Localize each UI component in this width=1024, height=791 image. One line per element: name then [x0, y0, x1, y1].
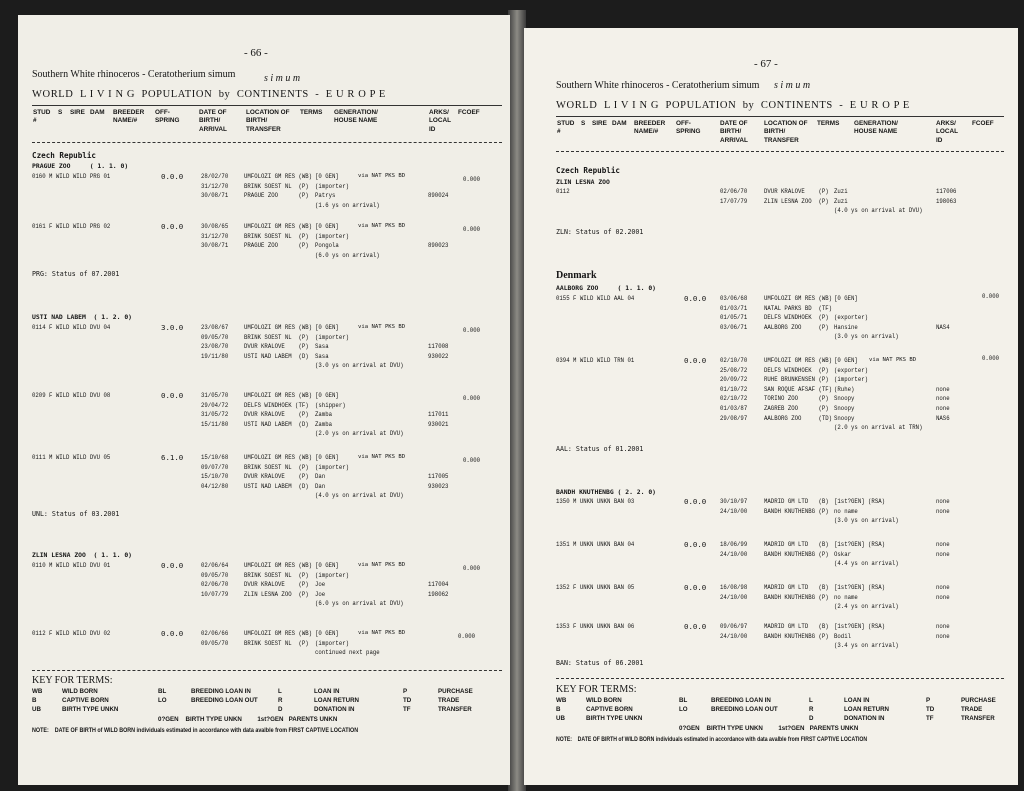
fcoef: 0.000 — [982, 293, 1000, 300]
locations: UMFOLOZI GM RES (WB) BRINK SOEST NL (P) DVUR KRALOVE (P) ZLIN LESNA ZOO (P) — [244, 562, 313, 598]
generation: [0 GEN] (importer) Sasa Sasa (3.0 ys on arrival at DVU) — [315, 324, 404, 370]
key-desc: PURCHASE TRADE TRANSFER — [438, 688, 473, 713]
key-codes: WB B UB — [32, 688, 43, 713]
left-page — [18, 15, 510, 785]
arks-id: 117005 930023 — [428, 473, 449, 490]
stud-id: 0160 M WILD WILD PRG 01 — [32, 173, 111, 180]
col-arks: ARKS/ LOCAL ID — [429, 109, 452, 133]
locations: MADRID GM LTD (B) BANDH KNUTHENBG (P) — [764, 498, 829, 515]
stud-id: 1352 F UNKN UNKN BAN 05 — [556, 584, 635, 591]
via-note: via NAT PKS BD — [358, 454, 406, 460]
page-number: - 66 - — [244, 47, 268, 59]
col-offspring: OFF- SPRING — [155, 109, 180, 125]
key-extra: 0?GEN BIRTH TYPE UNKN 1st?GEN PARENTS UNKN — [158, 716, 338, 723]
stud-id: 0161 F WILD WILD PRG 02 — [32, 223, 111, 230]
institution-name: ZLIN LESNA ZOO — [556, 178, 610, 186]
key-codes: BL LO — [158, 688, 167, 704]
key-codes: BL LO — [679, 697, 688, 713]
col-generation: GENERATION/ HOUSE NAME — [854, 120, 898, 136]
rule — [556, 116, 1004, 117]
arks-id: 117006 198063 — [936, 188, 957, 205]
offspring-count: 0.0.0 — [684, 294, 707, 303]
dates: 02/06/66 09/05/70 — [201, 630, 229, 647]
offspring-count: 6.1.0 — [161, 453, 184, 462]
key-codes: L R D — [278, 688, 283, 713]
generation: [0 GEN] (importer) Patrys (1.6 ys on arrival) — [315, 173, 380, 209]
fcoef: 0.000 — [463, 176, 481, 183]
dates: 23/08/67 09/05/70 23/08/70 19/11/80 — [201, 324, 229, 360]
right-page — [524, 28, 1018, 785]
stud-id: 0394 M WILD WILD TRN 01 — [556, 357, 635, 364]
dates: 28/02/70 31/12/70 30/08/71 — [201, 173, 229, 200]
col-arks: ARKS/ LOCAL ID — [936, 120, 959, 144]
generation: [0 GEN] (exporter) Hansine (3.0 ys on arrival) — [834, 295, 899, 341]
offspring-count: 0.0.0 — [161, 561, 184, 570]
rule — [32, 670, 502, 671]
rule — [556, 678, 1004, 679]
stud-id: 0114 F WILD WILD DVU 04 — [32, 324, 111, 331]
col-sex: S — [58, 109, 63, 116]
arks-id: 117004 198062 — [428, 581, 449, 598]
fcoef: 0.000 — [463, 395, 481, 402]
fcoef: 0.000 — [463, 457, 481, 464]
key-desc: PURCHASE TRADE TRANSFER — [961, 697, 996, 722]
offspring-count: 3.0.0 — [161, 323, 184, 332]
locations: UMFOLOZI GM RES (WB) BRINK SOEST NL (P) PRAGUE ZOO (P) — [244, 173, 313, 200]
status-line: UNL: Status of 03.2001 — [32, 510, 120, 518]
stud-id: 0112 — [556, 188, 570, 195]
arks-id: 117011 930021 — [428, 411, 449, 428]
stud-id: 0112 F WILD WILD DVU 02 — [32, 630, 111, 637]
offspring-count: 0.0.0 — [161, 391, 184, 400]
dates: 15/10/68 09/07/70 15/10/70 04/12/80 — [201, 454, 229, 490]
fcoef: 0.000 — [463, 226, 481, 233]
arks-id: none none — [936, 584, 950, 601]
dates: 09/06/97 24/10/00 — [720, 623, 748, 640]
locations: MADRID GM LTD (B) BANDH KNUTHENBG (P) — [764, 623, 829, 640]
generation: [1st?GEN] (RSA) no name (2.4 ys on arrival) — [834, 584, 899, 611]
offspring-count: 0.0.0 — [161, 172, 184, 181]
locations: UMFOLOZI GM RES (WB) BRINK SOEST NL (P) DVUR KRALOVE (P) USTI NAD LABEM (D) — [244, 324, 313, 360]
rule — [556, 151, 1004, 152]
rule — [32, 105, 502, 106]
generation: [1st?GEN] (RSA) no name (3.0 ys on arrival) — [834, 498, 899, 525]
col-dam: DAM — [612, 120, 627, 127]
institution-name: USTI NAD LABEM ( 1. 2. 0) — [32, 313, 133, 321]
country-name: Czech Republic — [32, 151, 97, 160]
dates: 16/08/98 24/10/00 — [720, 584, 748, 601]
country-name: Denmark — [556, 270, 597, 281]
species-title-tail: s i m u m — [774, 80, 811, 91]
species-title-tail: s i m u m — [264, 73, 301, 84]
col-breeder: BREEDER NAME/# — [113, 109, 145, 125]
col-location: LOCATION OF BIRTH/ TRANSFER — [764, 120, 808, 144]
dates: 30/10/97 24/10/00 — [720, 498, 748, 515]
fcoef: 0.000 — [463, 565, 481, 572]
key-desc: BREEDING LOAN IN BREEDING LOAN OUT — [711, 697, 778, 713]
species-title: Southern White rhinoceros - Ceratotherium simum — [556, 80, 760, 91]
status-line: AAL: Status of 01.2001 — [556, 445, 644, 453]
arks-id: none none none NAS6 — [936, 385, 950, 422]
generation: [0 GEN] (importer) Pongola (6.0 ys on arrival) — [315, 223, 380, 259]
key-desc: LOAN IN LOAN RETURN DONATION IN — [314, 688, 360, 713]
arks-id: 890024 — [428, 192, 449, 200]
world-title: WORLD L I V I N G POPULATION by CONTINENTS - E U R O P E — [32, 89, 386, 100]
offspring-count: 0.0.0 — [684, 622, 707, 631]
stud-id: 1353 F UNKN UNKN BAN 06 — [556, 623, 635, 630]
dates: 02/10/70 25/08/72 20/09/72 01/10/72 02/10/72 01/03/87 29/08/97 — [720, 357, 748, 422]
locations: UMFOLOZI GM RES (WB) BRINK SOEST NL (P) DVUR KRALOVE (P) USTI NAD LABEM (D) — [244, 454, 313, 490]
key-codes: P TD TF — [926, 697, 935, 722]
key-desc: LOAN IN LOAN RETURN DONATION IN — [844, 697, 890, 722]
via-note: via NAT PKS BD — [358, 630, 406, 636]
col-stud: STUD # — [33, 109, 51, 125]
arks-id: none none — [936, 623, 950, 640]
status-line: BAN: Status of 06.2001 — [556, 659, 644, 667]
locations: UMFOLOZI GM RES (WB) NATAL PARKS BD (TF) DELFS WINDHOEK (P) AALBORG ZOO (P) — [764, 295, 833, 331]
col-offspring: OFF- SPRING — [676, 120, 701, 136]
col-terms: TERMS — [817, 120, 840, 127]
stud-id: 0209 F WILD WILD DVU 08 — [32, 392, 111, 399]
institution-name: AALBORG ZOO ( 1. 1. 0) — [556, 284, 657, 292]
rule — [32, 142, 502, 143]
col-sire: SIRE — [592, 120, 607, 127]
key-desc: BREEDING LOAN IN BREEDING LOAN OUT — [191, 688, 258, 704]
key-title: KEY FOR TERMS: — [556, 684, 637, 695]
key-codes: WB B UB — [556, 697, 567, 722]
dates: 02/06/64 09/05/70 02/06/70 10/07/79 — [201, 562, 229, 598]
fcoef: 0.000 — [463, 327, 481, 334]
arks-id: none none — [936, 498, 950, 515]
status-line: PRG: Status of 07.2001 — [32, 270, 120, 278]
key-desc: WILD BORN CAPTIVE BORN BIRTH TYPE UNKN — [62, 688, 119, 713]
fcoef: 0.000 — [982, 355, 1000, 362]
locations: UMFOLOZI GM RES (WB) BRINK SOEST NL (P) PRAGUE ZOO (P) — [244, 223, 313, 250]
col-dam: DAM — [90, 109, 105, 116]
locations: MADRID GM LTD (B) BANDH KNUTHENBG (P) — [764, 541, 829, 558]
stud-id: 1351 M UNKN UNKN BAN 04 — [556, 541, 635, 548]
col-fcoef: FCOEF — [972, 120, 994, 127]
key-note: NOTE: DATE OF BIRTH of WILD BORN individuals estimated in accordance with data avalble from FIRST CAPTIVE LOCATION — [556, 736, 868, 743]
col-generation: GENERATION/ HOUSE NAME — [334, 109, 378, 125]
generation: [0 GEN] (shipper) Zamba Zamba (2.0 ys on arrival at DVU) — [315, 392, 404, 438]
col-fcoef: FCOEF — [458, 109, 480, 116]
key-title: KEY FOR TERMS: — [32, 675, 113, 686]
generation: [0 GEN] (importer) Dan Dan (4.0 ys on arrival at DVU) — [315, 454, 404, 500]
arks-id: 117008 930022 — [428, 343, 449, 360]
generation: [0 GEN] (importer) Joe Joe (6.0 ys on arrival at DVU) — [315, 562, 404, 608]
arks-id: NAS4 — [936, 323, 950, 331]
arks-id: 890023 — [428, 242, 449, 250]
key-codes: L R D — [809, 697, 814, 722]
dates: 02/06/70 17/07/79 — [720, 188, 748, 205]
col-date: DATE OF BIRTH/ ARRIVAL — [199, 109, 227, 133]
generation: Zuzi Zuzi (4.0 ys on arrival at DVU) — [834, 188, 923, 215]
via-note: via NAT PKS BD — [358, 173, 406, 179]
stud-id: 0155 F WILD WILD AAL 04 — [556, 295, 635, 302]
dates: 18/06/99 24/10/00 — [720, 541, 748, 558]
col-sex: S — [581, 120, 586, 127]
offspring-count: 0.0.0 — [684, 497, 707, 506]
page-number: - 67 - — [754, 58, 778, 70]
dates: 30/08/65 31/12/70 30/08/71 — [201, 223, 229, 250]
key-codes: P TD TF — [403, 688, 412, 713]
key-desc: WILD BORN CAPTIVE BORN BIRTH TYPE UNKN — [586, 697, 643, 722]
species-title: Southern White rhinoceros - Ceratotherium simum — [32, 69, 236, 80]
via-note: via NAT PKS BD — [358, 223, 406, 229]
col-sire: SIRE — [70, 109, 85, 116]
col-stud: STUD # — [557, 120, 575, 136]
country-name: Czech Republic — [556, 166, 621, 175]
locations: DVUR KRALOVE (P) ZLIN LESNA ZOO (P) — [764, 188, 829, 205]
col-breeder: BREEDER NAME/# — [634, 120, 666, 136]
col-location: LOCATION OF BIRTH/ TRANSFER — [246, 109, 290, 133]
key-note: NOTE: DATE OF BIRTH of WILD BORN individuals estimated in accordance with data avalble from FIRST CAPTIVE LOCATION — [32, 727, 359, 734]
stud-id: 0111 M WILD WILD DVU 05 — [32, 454, 111, 461]
institution-name: ZLIN LESNA ZOO ( 1. 1. 0) — [32, 551, 133, 559]
offspring-count: 0.0.0 — [161, 222, 184, 231]
via-note: via NAT PKS BD — [869, 357, 917, 363]
arks-id: none none — [936, 541, 950, 558]
dates: 03/06/68 01/03/71 01/05/71 03/06/71 — [720, 295, 748, 331]
key-extra: 0?GEN BIRTH TYPE UNKN 1st?GEN PARENTS UNKN — [679, 725, 859, 732]
offspring-count: 0.0.0 — [684, 356, 707, 365]
generation: [1st?GEN] (RSA) Bodil (3.4 ys on arrival) — [834, 623, 899, 650]
col-date: DATE OF BIRTH/ ARRIVAL — [720, 120, 748, 144]
via-note: via NAT PKS BD — [358, 562, 406, 568]
generation: [0 GEN] (exporter) (importer) (Ruhe) Snoopy Snoopy Snoopy (2.0 ys on arrival at TRN) — [834, 357, 923, 432]
locations: MADRID GM LTD (B) BANDH KNUTHENBG (P) — [764, 584, 829, 601]
generation: [0 GEN] (importer) continued next page — [315, 630, 380, 657]
stud-id: 1350 M UNKN UNKN BAN 03 — [556, 498, 635, 505]
locations: UMFOLOZI GM RES (WB) DELFS WINDHOEK (P) RUHE BRUNKENSEN (P) SAN ROQUE AFSAF (TF) TORINO ZOO (P) ZAGREB ZOO (P) AALBORG ZOO (TD) — [764, 357, 833, 422]
col-terms: TERMS — [300, 109, 323, 116]
offspring-count: 0.0.0 — [161, 629, 184, 638]
fcoef: 0.000 — [458, 633, 476, 640]
generation: [1st?GEN] (RSA) Oskar (4.4 ys on arrival) — [834, 541, 899, 568]
institution-name: BANDH KNUTHENBG ( 2. 2. 0) — [556, 488, 657, 496]
dates: 31/05/70 29/04/72 31/05/72 15/11/80 — [201, 392, 229, 428]
status-line: ZLN: Status of 02.2001 — [556, 228, 644, 236]
via-note: via NAT PKS BD — [358, 324, 406, 330]
stud-id: 0110 M WILD WILD DVU 01 — [32, 562, 111, 569]
locations: UMFOLOZI GM RES (WB) DELFS WINDHOEK (TF) DVUR KRALOVE (P) USTI NAD LABEM (D) — [244, 392, 313, 428]
offspring-count: 0.0.0 — [684, 540, 707, 549]
world-title: WORLD L I V I N G POPULATION by CONTINENTS - E U R O P E — [556, 100, 910, 111]
locations: UMFOLOZI GM RES (WB) BRINK SOEST NL (P) — [244, 630, 313, 647]
offspring-count: 0.0.0 — [684, 583, 707, 592]
institution-name: PRAGUE ZOO ( 1. 1. 0) — [32, 162, 129, 170]
